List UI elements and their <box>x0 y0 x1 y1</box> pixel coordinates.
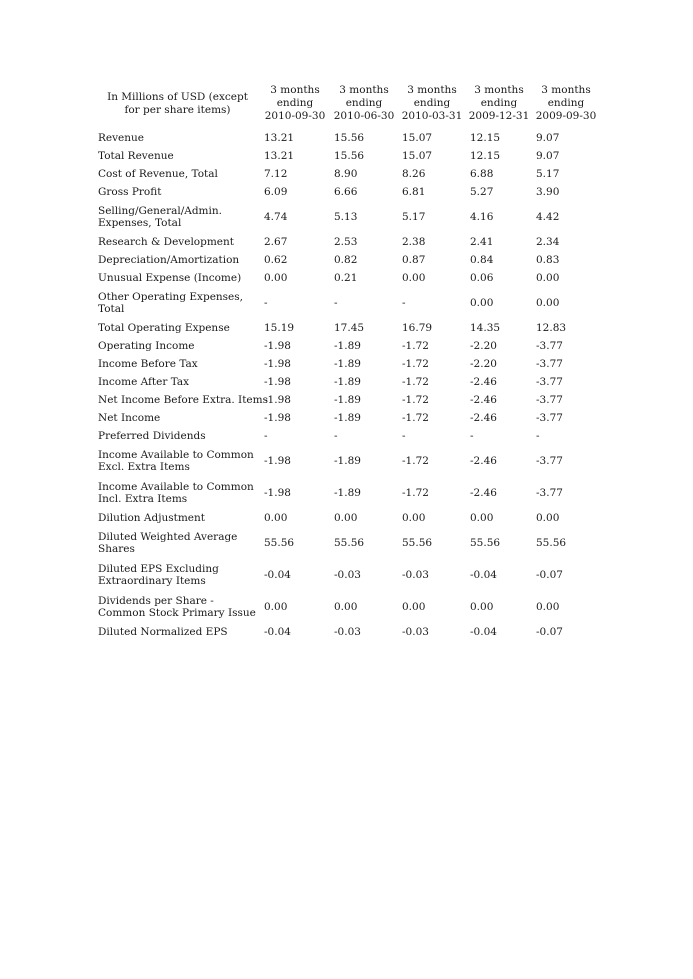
row-value: 2.34 <box>536 236 560 248</box>
row-value: -3.77 <box>536 412 563 424</box>
row-value: 2.53 <box>334 236 358 248</box>
row-value: -0.04 <box>470 626 497 638</box>
row-value: -1.72 <box>402 455 429 467</box>
row-value: 12.83 <box>536 322 567 334</box>
period-line1: 3 months <box>270 84 320 96</box>
row-value: -0.03 <box>334 569 361 581</box>
row-value: 5.17 <box>536 168 560 180</box>
table-row <box>96 337 600 355</box>
row-label: Dilution Adjustment <box>98 512 205 524</box>
row-value: 55.56 <box>334 537 365 549</box>
row-label: Operating Income <box>98 340 195 352</box>
period-date: 2009-09-30 <box>535 110 597 122</box>
row-value: 0.00 <box>334 512 358 524</box>
row-value: 15.19 <box>264 322 295 334</box>
row-value: 5.17 <box>402 211 426 223</box>
table-row <box>96 591 600 623</box>
row-value: 13.21 <box>264 150 295 162</box>
row-value: 55.56 <box>264 537 295 549</box>
row-label: Gross Profit <box>98 186 162 198</box>
units-header-line2: for per share items) <box>124 103 231 116</box>
table-row <box>96 391 600 409</box>
row-value: 15.56 <box>334 132 365 144</box>
period-date: 2009-12-31 <box>468 110 530 122</box>
table-row <box>96 409 600 427</box>
row-label: Unusual Expense (Income) <box>98 272 242 284</box>
row-label: Income Available to Common Excl. Extra Items <box>98 449 254 473</box>
table-row <box>96 477 600 509</box>
row-value: -3.77 <box>536 455 563 467</box>
table-row <box>96 427 600 445</box>
row-value: 15.56 <box>334 150 365 162</box>
table-row <box>96 527 600 559</box>
row-value: -0.07 <box>536 626 563 638</box>
row-value: -2.46 <box>470 487 497 499</box>
row-label: Dividends per Share - Common Stock Primary Issue <box>98 595 256 619</box>
row-value: -3.77 <box>536 358 563 370</box>
row-value: -1.98 <box>264 394 291 406</box>
row-value: -2.20 <box>470 340 497 352</box>
row-value: 0.00 <box>402 512 426 524</box>
income-statement-table <box>96 82 600 641</box>
row-value: -0.03 <box>402 626 429 638</box>
table-row <box>96 355 600 373</box>
period-header <box>532 82 600 129</box>
row-value: 0.00 <box>536 272 560 284</box>
row-value: 9.07 <box>536 132 560 144</box>
row-value: 0.84 <box>470 254 494 266</box>
row-value: 0.87 <box>402 254 426 266</box>
period-date: 2010-09-30 <box>264 110 326 122</box>
row-value: 55.56 <box>470 537 501 549</box>
row-value: -3.77 <box>536 487 563 499</box>
period-line2: ending <box>345 97 383 109</box>
row-value: 6.66 <box>334 186 358 198</box>
row-value: - <box>536 430 540 442</box>
table-row <box>96 509 600 527</box>
row-value: -3.77 <box>536 376 563 388</box>
row-value: -1.72 <box>402 487 429 499</box>
row-label: Research & Development <box>98 236 234 248</box>
table-row <box>96 623 600 641</box>
row-label: Other Operating Expenses, Total <box>98 291 243 315</box>
row-value: - <box>264 430 268 442</box>
row-value: -1.72 <box>402 376 429 388</box>
row-value: 55.56 <box>402 537 433 549</box>
row-value: - <box>402 430 406 442</box>
table-row <box>96 445 600 477</box>
table-row <box>96 319 600 337</box>
row-value: 12.15 <box>470 150 501 162</box>
row-value: 0.62 <box>264 254 288 266</box>
row-label: Diluted Weighted Average Shares <box>98 531 238 555</box>
table-row <box>96 233 600 251</box>
row-value: 7.12 <box>264 168 288 180</box>
row-value: -1.98 <box>264 376 291 388</box>
row-label: Income Available to Common Incl. Extra Items <box>98 481 254 505</box>
row-value: - <box>470 430 474 442</box>
row-value: 0.00 <box>402 272 426 284</box>
period-line2: ending <box>413 97 451 109</box>
table-row <box>96 165 600 183</box>
row-value: 0.00 <box>470 601 494 613</box>
row-value: 0.00 <box>402 601 426 613</box>
row-value: -3.77 <box>536 394 563 406</box>
row-value: 2.38 <box>402 236 426 248</box>
row-value: -1.89 <box>334 340 361 352</box>
row-label: Net Income Before Extra. Items <box>98 394 268 406</box>
row-value: 17.45 <box>334 322 365 334</box>
row-value: -1.98 <box>264 340 291 352</box>
table-row <box>96 147 600 165</box>
row-value: 4.74 <box>264 211 288 223</box>
row-label: Selling/General/Admin. Expenses, Total <box>98 205 222 229</box>
row-value: 8.90 <box>334 168 358 180</box>
row-value: 2.41 <box>470 236 494 248</box>
row-label: Total Operating Expense <box>98 322 230 334</box>
row-label: Diluted EPS Excluding Extraordinary Items <box>98 563 219 587</box>
row-value: -1.89 <box>334 487 361 499</box>
row-value: 15.07 <box>402 150 433 162</box>
table-row <box>96 129 600 147</box>
period-header <box>330 82 398 129</box>
period-line2: ending <box>480 97 518 109</box>
table-row <box>96 287 600 319</box>
row-value: -1.72 <box>402 358 429 370</box>
table-row <box>96 183 600 201</box>
row-value: 0.00 <box>470 512 494 524</box>
row-value: 3.90 <box>536 186 560 198</box>
row-value: 15.07 <box>402 132 433 144</box>
row-value: - <box>334 430 338 442</box>
row-value: -0.04 <box>264 569 291 581</box>
period-line2: ending <box>547 97 585 109</box>
row-value: 8.26 <box>402 168 426 180</box>
period-line1: 3 months <box>474 84 524 96</box>
row-value: -2.46 <box>470 412 497 424</box>
period-date: 2010-06-30 <box>333 110 395 122</box>
row-value: 0.83 <box>536 254 560 266</box>
row-value: -1.98 <box>264 487 291 499</box>
row-value: 6.81 <box>402 186 426 198</box>
row-value: -1.98 <box>264 412 291 424</box>
row-label: Net Income <box>98 412 161 424</box>
row-value: 9.07 <box>536 150 560 162</box>
period-date: 2010-03-31 <box>401 110 463 122</box>
row-value: - <box>402 297 406 309</box>
row-value: 6.88 <box>470 168 494 180</box>
row-value: 5.13 <box>334 211 358 223</box>
row-value: 6.09 <box>264 186 288 198</box>
row-value: -1.89 <box>334 358 361 370</box>
row-value: -1.89 <box>334 455 361 467</box>
row-value: 2.67 <box>264 236 288 248</box>
row-value: -0.04 <box>264 626 291 638</box>
row-label: Revenue <box>98 132 145 144</box>
table-row <box>96 373 600 391</box>
row-value: 0.21 <box>334 272 358 284</box>
row-value: 0.00 <box>536 297 560 309</box>
row-label: Income After Tax <box>98 376 190 388</box>
row-value: 4.16 <box>470 211 494 223</box>
row-value: -1.89 <box>334 376 361 388</box>
row-value: -0.07 <box>536 569 563 581</box>
row-value: -0.03 <box>334 626 361 638</box>
row-value: -1.98 <box>264 358 291 370</box>
period-line2: ending <box>276 97 314 109</box>
period-header <box>260 82 330 129</box>
row-value: -1.98 <box>264 455 291 467</box>
table-row <box>96 269 600 287</box>
row-value: -1.72 <box>402 394 429 406</box>
row-value: 16.79 <box>402 322 433 334</box>
row-label: Diluted Normalized EPS <box>98 626 228 638</box>
row-value: -2.46 <box>470 394 497 406</box>
row-value: -1.72 <box>402 340 429 352</box>
row-value: 12.15 <box>470 132 501 144</box>
row-value: 0.06 <box>470 272 494 284</box>
header-row <box>96 82 600 129</box>
row-value: - <box>264 297 268 309</box>
row-value: -1.89 <box>334 412 361 424</box>
row-value: 0.00 <box>470 297 494 309</box>
table-row <box>96 559 600 591</box>
row-value: 0.00 <box>536 512 560 524</box>
row-value: 0.00 <box>264 512 288 524</box>
row-value: -0.04 <box>470 569 497 581</box>
row-value: -3.77 <box>536 340 563 352</box>
row-value: -1.89 <box>334 394 361 406</box>
row-value: 0.00 <box>536 601 560 613</box>
units-header <box>96 82 260 129</box>
row-label: Income Before Tax <box>98 358 198 370</box>
row-label: Preferred Dividends <box>98 430 206 442</box>
period-header <box>466 82 532 129</box>
row-label: Depreciation/Amortization <box>98 254 240 266</box>
row-value: 4.42 <box>536 211 560 223</box>
period-line1: 3 months <box>339 84 389 96</box>
period-line1: 3 months <box>541 84 591 96</box>
row-value: -1.72 <box>402 412 429 424</box>
row-value: -2.20 <box>470 358 497 370</box>
row-value: -0.03 <box>402 569 429 581</box>
row-value: 14.35 <box>470 322 501 334</box>
row-value: -2.46 <box>470 455 497 467</box>
units-header-line1: In Millions of USD (except <box>107 90 248 103</box>
row-value: 0.00 <box>334 601 358 613</box>
table-row <box>96 201 600 233</box>
period-line1: 3 months <box>407 84 457 96</box>
row-value: 55.56 <box>536 537 567 549</box>
row-label: Cost of Revenue, Total <box>98 168 218 180</box>
row-label: Total Revenue <box>98 150 174 162</box>
row-value: -2.46 <box>470 376 497 388</box>
row-value: 13.21 <box>264 132 295 144</box>
period-header <box>398 82 466 129</box>
row-value: 0.82 <box>334 254 358 266</box>
table-row <box>96 251 600 269</box>
row-value: 5.27 <box>470 186 494 198</box>
row-value: 0.00 <box>264 601 288 613</box>
row-value: 0.00 <box>264 272 288 284</box>
row-value: - <box>334 297 338 309</box>
